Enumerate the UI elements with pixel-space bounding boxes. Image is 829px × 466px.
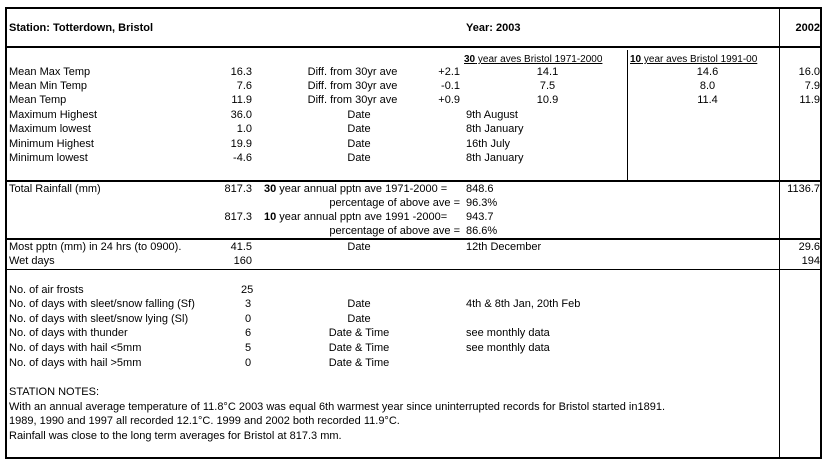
year-title: Year: 2003: [466, 22, 521, 34]
days-label: No. of days with sleet/snow lying (Sl): [9, 313, 189, 325]
prev-value: 11.9: [799, 94, 820, 106]
compare-year: 2002: [795, 22, 820, 34]
days-value: 6: [245, 327, 252, 339]
date-label: Date: [347, 152, 371, 164]
notes-line: 1989, 1990 and 1997 all recorded 12.1°C. 1999 and 2002 both recorded 11.9°C.: [9, 415, 400, 427]
days-label: No. of air frosts: [9, 284, 84, 296]
date-label: Date & Time: [328, 342, 390, 354]
days-label: No. of days with thunder: [9, 327, 128, 339]
days-label: No. of days with hail >5mm: [9, 357, 142, 369]
days-label: No. of days with hail <5mm: [9, 342, 142, 354]
days-value: 25: [241, 284, 254, 296]
temps-divider: [5, 180, 822, 182]
extreme-value: 36.0: [230, 109, 252, 121]
ave10-value: 14.6: [696, 66, 719, 78]
wet-label: Wet days: [9, 255, 55, 267]
extreme-label: Maximum lowest: [9, 123, 91, 135]
ave30-value: 10.9: [536, 94, 559, 106]
extreme-date: 8th January: [466, 123, 524, 135]
date-label: Date: [347, 138, 371, 150]
diff-value: +0.9: [438, 94, 460, 106]
rainfall-ave30-line: 30 year annual pptn ave 1971-2000 =: [264, 183, 448, 195]
days-label: No. of days with sleet/snow falling (Sf): [9, 298, 195, 310]
temp-label: Mean Temp: [9, 94, 67, 106]
days-value: 5: [245, 342, 252, 354]
rainfall-ave30-value: 848.6: [466, 183, 494, 195]
diff-value: +2.1: [438, 66, 460, 78]
temp-value: 7.6: [236, 80, 252, 92]
date-label: Date: [347, 109, 371, 121]
days-date: see monthly data: [466, 342, 550, 354]
prev-year-divider: [779, 7, 780, 459]
header-divider: [5, 46, 822, 48]
ave30-value: 14.1: [536, 66, 559, 78]
pct-label: percentage of above ave =: [329, 225, 460, 237]
rainfall-ave10-line: 10 year annual pptn ave 1991 -2000=: [264, 211, 448, 223]
extreme-label: Minimum lowest: [9, 152, 88, 164]
extreme-value: 1.0: [236, 123, 252, 135]
days-date: see monthly data: [466, 327, 550, 339]
prev-value: 29.6: [798, 241, 820, 253]
extreme-date: 16th July: [466, 138, 511, 150]
days-value: 3: [245, 298, 252, 310]
rainfall-value: 817.3: [224, 211, 252, 223]
extreme-label: Minimum Highest: [9, 138, 94, 150]
date-label: Date: [347, 313, 371, 325]
wet-divider: [5, 269, 822, 270]
wet-value: 160: [233, 255, 252, 267]
ave10-value: 11.4: [697, 94, 718, 106]
temp-value: 11.9: [231, 94, 252, 106]
rain-divider: [5, 238, 822, 240]
extreme-value: -4.6: [233, 152, 252, 164]
diff-label: Diff. from 30yr ave: [307, 94, 398, 106]
diff-value: -0.1: [441, 80, 460, 92]
ave10-header: 10 year aves Bristol 1991-00: [630, 54, 758, 65]
ave-divider: [627, 50, 628, 180]
rainfall-ave10-value: 943.7: [466, 211, 494, 223]
pptn-value: 41.5: [230, 241, 252, 253]
prev-value: 16.0: [798, 66, 820, 78]
temp-label: Mean Min Temp: [9, 80, 88, 92]
rainfall-value: 817.3: [224, 183, 252, 195]
days-date: 4th & 8th Jan, 20th Feb: [466, 298, 581, 310]
date-label: Date: [347, 298, 371, 310]
temp-value: 16.3: [230, 66, 252, 78]
prev-value: 1136.7: [787, 183, 820, 195]
days-value: 0: [245, 357, 252, 369]
diff-label: Diff. from 30yr ave: [307, 80, 398, 92]
prev-value: 7.9: [804, 80, 820, 92]
extreme-date: 9th August: [466, 109, 518, 121]
station-title: Station: Totterdown, Bristol: [9, 22, 154, 34]
pct-label: percentage of above ave =: [329, 197, 460, 209]
ave30-header: 30 year aves Bristol 1971-2000: [464, 54, 603, 65]
extreme-label: Maximum Highest: [9, 109, 98, 121]
pct-value: 86.6%: [466, 225, 498, 237]
pptn-date: 12th December: [466, 241, 542, 253]
ave30-value: 7.5: [539, 80, 556, 92]
extreme-date: 8th January: [466, 152, 524, 164]
notes-title: STATION NOTES:: [9, 386, 100, 398]
pct-value: 96.3%: [466, 197, 498, 209]
pptn-label: Most pptn (mm) in 24 hrs (to 0900).: [9, 241, 182, 253]
diff-label: Diff. from 30yr ave: [307, 66, 398, 78]
notes-line: With an annual average temperature of 11.8°C 2003 was equal 6th warmest year since uninterrupted records for Bristol started in1891.: [9, 401, 665, 413]
extreme-value: 19.9: [230, 138, 252, 150]
days-value: 0: [245, 313, 252, 325]
notes-line: Rainfall was close to the long term averages for Bristol at 817.3 mm.: [9, 430, 342, 442]
ave10-value: 8.0: [699, 80, 716, 92]
rainfall-label: Total Rainfall (mm): [9, 183, 101, 195]
date-label: Date: [347, 241, 371, 253]
temp-label: Mean Max Temp: [9, 66, 91, 78]
date-label: Date & Time: [328, 327, 390, 339]
date-label: Date: [347, 123, 371, 135]
date-label: Date & Time: [328, 357, 390, 369]
prev-value: 194: [801, 255, 820, 267]
